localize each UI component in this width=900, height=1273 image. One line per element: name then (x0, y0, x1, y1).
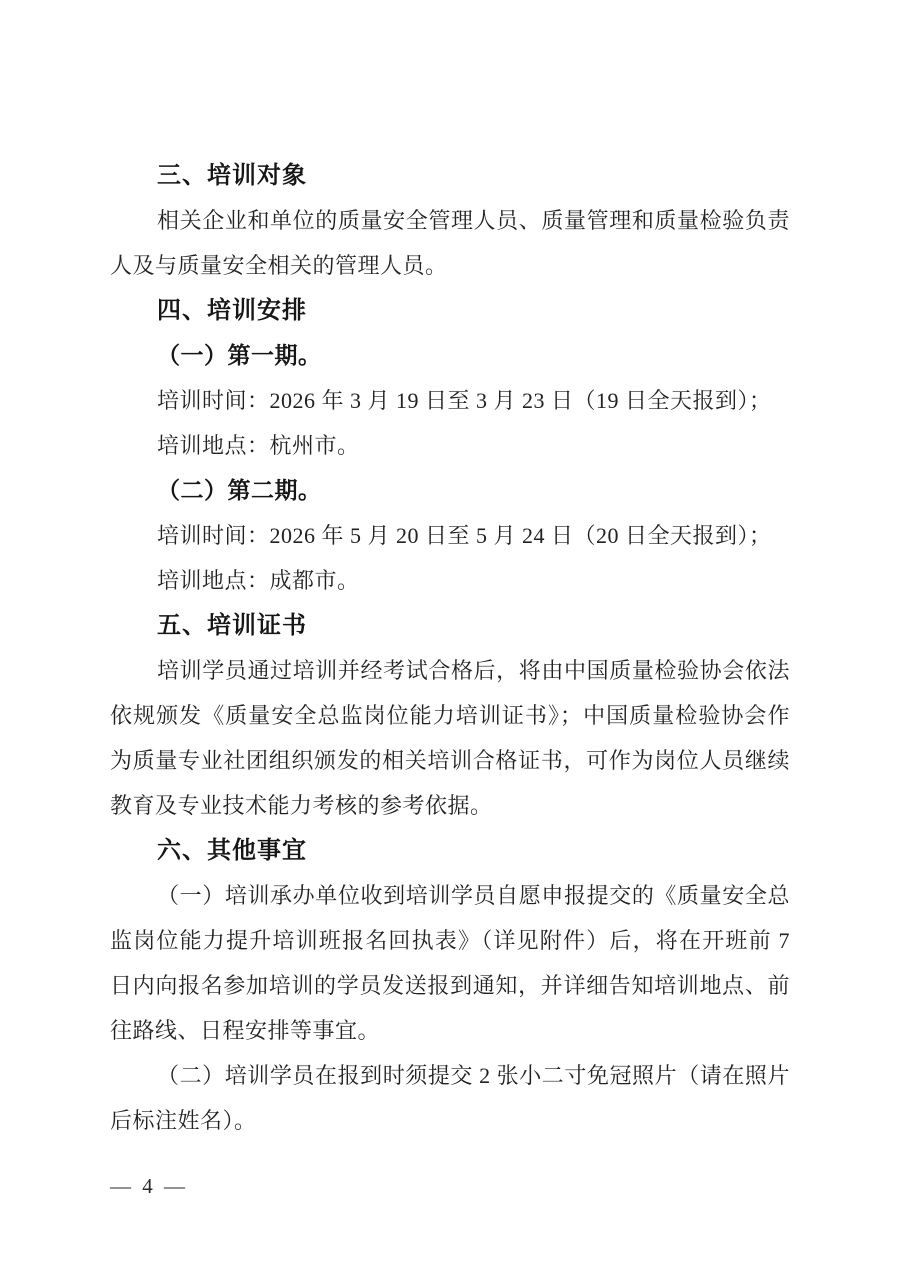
paragraph-other-matters-item-2: （二）培训学员在报到时须提交 2 张小二寸免冠照片（请在照片后标注姓名）。 (110, 1063, 790, 1133)
document-body (110, 153, 790, 1143)
subheading-session-2: （二）第二期。 (157, 478, 322, 503)
section-heading-training-targets: 三、培训对象 (157, 161, 307, 189)
section-heading-training-certificate: 五、培训证书 (157, 611, 307, 639)
subheading-session-1: （一）第一期。 (157, 343, 322, 368)
section-heading-training-schedule: 四、培训安排 (157, 296, 307, 324)
session-2-time: 培训时间：2026 年 5 月 20 日至 5 月 24 日（20 日全天报到）； (157, 523, 772, 548)
session-2-location: 培训地点：成都市。 (157, 568, 360, 593)
session-1-location: 培训地点：杭州市。 (157, 433, 360, 458)
paragraph-other-matters-item-1: （一）培训承办单位收到培训学员自愿申报提交的《质量安全总监岗位能力提升培训班报名回执表》（详见附件）后，将在开班前 7 日内向报名参加培训的学员发送报到通知，并详细告知培训地点、前往路线、日程安排等事宜。 (110, 883, 790, 1043)
session-1-time: 培训时间：2026 年 3 月 19 日至 3 月 23 日（19 日全天报到）； (157, 388, 772, 413)
page-number: — 4 — (110, 1174, 188, 1198)
paragraph-training-certificate: 培训学员通过培训并经考试合格后，将由中国质量检验协会依法依规颁发《质量安全总监岗位能力培训证书》；中国质量检验协会作为质量专业社团组织颁发的相关培训合格证书，可作为岗位人员继续教育及专业技术能力考核的参考依据。 (110, 658, 790, 818)
section-heading-other-matters: 六、其他事宜 (157, 836, 307, 864)
paragraph-training-targets: 相关企业和单位的质量安全管理人员、质量管理和质量检验负责人及与质量安全相关的管理人员。 (110, 208, 790, 278)
